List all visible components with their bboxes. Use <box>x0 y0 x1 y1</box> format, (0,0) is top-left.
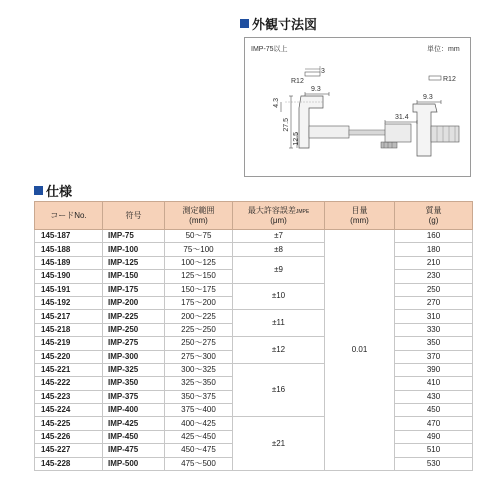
range-cell: 75〜100 <box>165 243 233 256</box>
mass-cell: 210 <box>395 256 473 269</box>
spec-table <box>34 201 473 471</box>
range-cell: 250〜275 <box>165 337 233 350</box>
max-error-cell: ±11 <box>233 310 325 337</box>
table-row <box>35 283 473 296</box>
dim-9-3-right: 9.3 <box>423 94 433 101</box>
symbol-cell: IMP-175 <box>103 283 165 296</box>
symbol-cell: IMP-150 <box>103 270 165 283</box>
symbol-cell: IMP-350 <box>103 377 165 390</box>
spec-heading <box>34 181 72 200</box>
range-cell: 350〜375 <box>165 390 233 403</box>
header-graduation: 目量 (mm) <box>325 202 395 230</box>
code-cell: 145-221 <box>35 363 103 376</box>
mass-cell: 270 <box>395 296 473 309</box>
symbol-cell: IMP-200 <box>103 296 165 309</box>
graduation-cell: 0.01 <box>325 230 395 471</box>
range-cell: 225〜250 <box>165 323 233 336</box>
mass-cell: 410 <box>395 377 473 390</box>
code-cell: 145-222 <box>35 377 103 390</box>
dimension-diagram <box>244 37 471 177</box>
range-cell: 275〜300 <box>165 350 233 363</box>
symbol-cell: IMP-400 <box>103 404 165 417</box>
symbol-cell: IMP-500 <box>103 457 165 470</box>
code-cell: 145-226 <box>35 430 103 443</box>
table-row <box>35 230 473 243</box>
range-cell: 300〜325 <box>165 363 233 376</box>
diagram-unit-label: 単位：mm <box>427 46 460 53</box>
symbol-cell: IMP-250 <box>103 323 165 336</box>
spec-heading-text: 仕様 <box>46 184 73 199</box>
mass-cell: 490 <box>395 430 473 443</box>
symbol-cell: IMP-225 <box>103 310 165 323</box>
max-error-cell: ±7 <box>233 230 325 243</box>
code-cell: 145-228 <box>35 457 103 470</box>
range-cell: 100〜125 <box>165 256 233 269</box>
heading-square-icon <box>34 186 43 195</box>
header-symbol: 符号 <box>103 202 165 230</box>
range-cell: 425〜450 <box>165 430 233 443</box>
mass-cell: 250 <box>395 283 473 296</box>
symbol-cell: IMP-75 <box>103 230 165 243</box>
range-cell: 50〜75 <box>165 230 233 243</box>
mass-cell: 310 <box>395 310 473 323</box>
range-cell: 375〜400 <box>165 404 233 417</box>
header-error: 最大許容誤差JMPE (μm) <box>233 202 325 230</box>
max-error-cell: ±16 <box>233 363 325 417</box>
max-error-cell: ±21 <box>233 417 325 471</box>
range-cell: 150〜175 <box>165 283 233 296</box>
header-mass: 質量 (g) <box>395 202 473 230</box>
code-cell: 145-192 <box>35 296 103 309</box>
code-cell: 145-187 <box>35 230 103 243</box>
symbol-cell: IMP-375 <box>103 390 165 403</box>
code-cell: 145-188 <box>35 243 103 256</box>
header-range: 測定範囲 (mm) <box>165 202 233 230</box>
table-row <box>35 363 473 376</box>
symbol-cell: IMP-275 <box>103 337 165 350</box>
mass-cell: 470 <box>395 417 473 430</box>
code-cell: 145-220 <box>35 350 103 363</box>
range-cell: 325〜350 <box>165 377 233 390</box>
range-cell: 400〜425 <box>165 417 233 430</box>
mass-cell: 180 <box>395 243 473 256</box>
symbol-cell: IMP-450 <box>103 430 165 443</box>
range-cell: 200〜225 <box>165 310 233 323</box>
dim-4-3: 4.3 <box>273 98 280 108</box>
dim-31-4: 31.4 <box>395 114 409 121</box>
micrometer-drawing <box>245 38 472 178</box>
spec-table-body <box>35 230 473 471</box>
table-row <box>35 243 473 256</box>
dim-12-5: 12.5 <box>293 132 300 146</box>
mass-cell: 230 <box>395 270 473 283</box>
code-cell: 145-218 <box>35 323 103 336</box>
code-cell: 145-227 <box>35 444 103 457</box>
range-cell: 125〜150 <box>165 270 233 283</box>
dim-3: 3 <box>321 68 325 75</box>
code-cell: 145-223 <box>35 390 103 403</box>
dim-r12-left: R12 <box>291 78 304 85</box>
mass-cell: 430 <box>395 390 473 403</box>
mass-cell: 350 <box>395 337 473 350</box>
range-cell: 450〜475 <box>165 444 233 457</box>
code-cell: 145-225 <box>35 417 103 430</box>
symbol-cell: IMP-100 <box>103 243 165 256</box>
dimensions-heading-text: 外観寸法図 <box>252 17 318 32</box>
max-error-cell: ±10 <box>233 283 325 310</box>
table-row <box>35 417 473 430</box>
dim-r12-right: R12 <box>443 76 456 83</box>
table-row <box>35 337 473 350</box>
mass-cell: 390 <box>395 363 473 376</box>
code-cell: 145-189 <box>35 256 103 269</box>
dimensions-heading <box>240 14 317 33</box>
symbol-cell: IMP-325 <box>103 363 165 376</box>
header-code: コードNo. <box>35 202 103 230</box>
range-cell: 475〜500 <box>165 457 233 470</box>
mass-cell: 370 <box>395 350 473 363</box>
table-row <box>35 256 473 269</box>
max-error-cell: ±9 <box>233 256 325 283</box>
dim-27-5: 27.5 <box>283 118 290 132</box>
mass-cell: 530 <box>395 457 473 470</box>
max-error-cell: ±8 <box>233 243 325 256</box>
mass-cell: 510 <box>395 444 473 457</box>
diagram-model-label: IMP-75以上 <box>251 46 288 53</box>
code-cell: 145-191 <box>35 283 103 296</box>
max-error-cell: ±12 <box>233 337 325 364</box>
table-row <box>35 310 473 323</box>
symbol-cell: IMP-425 <box>103 417 165 430</box>
symbol-cell: IMP-300 <box>103 350 165 363</box>
mass-cell: 330 <box>395 323 473 336</box>
mass-cell: 160 <box>395 230 473 243</box>
symbol-cell: IMP-475 <box>103 444 165 457</box>
symbol-cell: IMP-125 <box>103 256 165 269</box>
dim-9-3-left: 9.3 <box>311 86 321 93</box>
range-cell: 175〜200 <box>165 296 233 309</box>
code-cell: 145-219 <box>35 337 103 350</box>
code-cell: 145-190 <box>35 270 103 283</box>
mass-cell: 450 <box>395 404 473 417</box>
table-header-row <box>35 202 473 230</box>
code-cell: 145-217 <box>35 310 103 323</box>
code-cell: 145-224 <box>35 404 103 417</box>
heading-square-icon <box>240 19 249 28</box>
